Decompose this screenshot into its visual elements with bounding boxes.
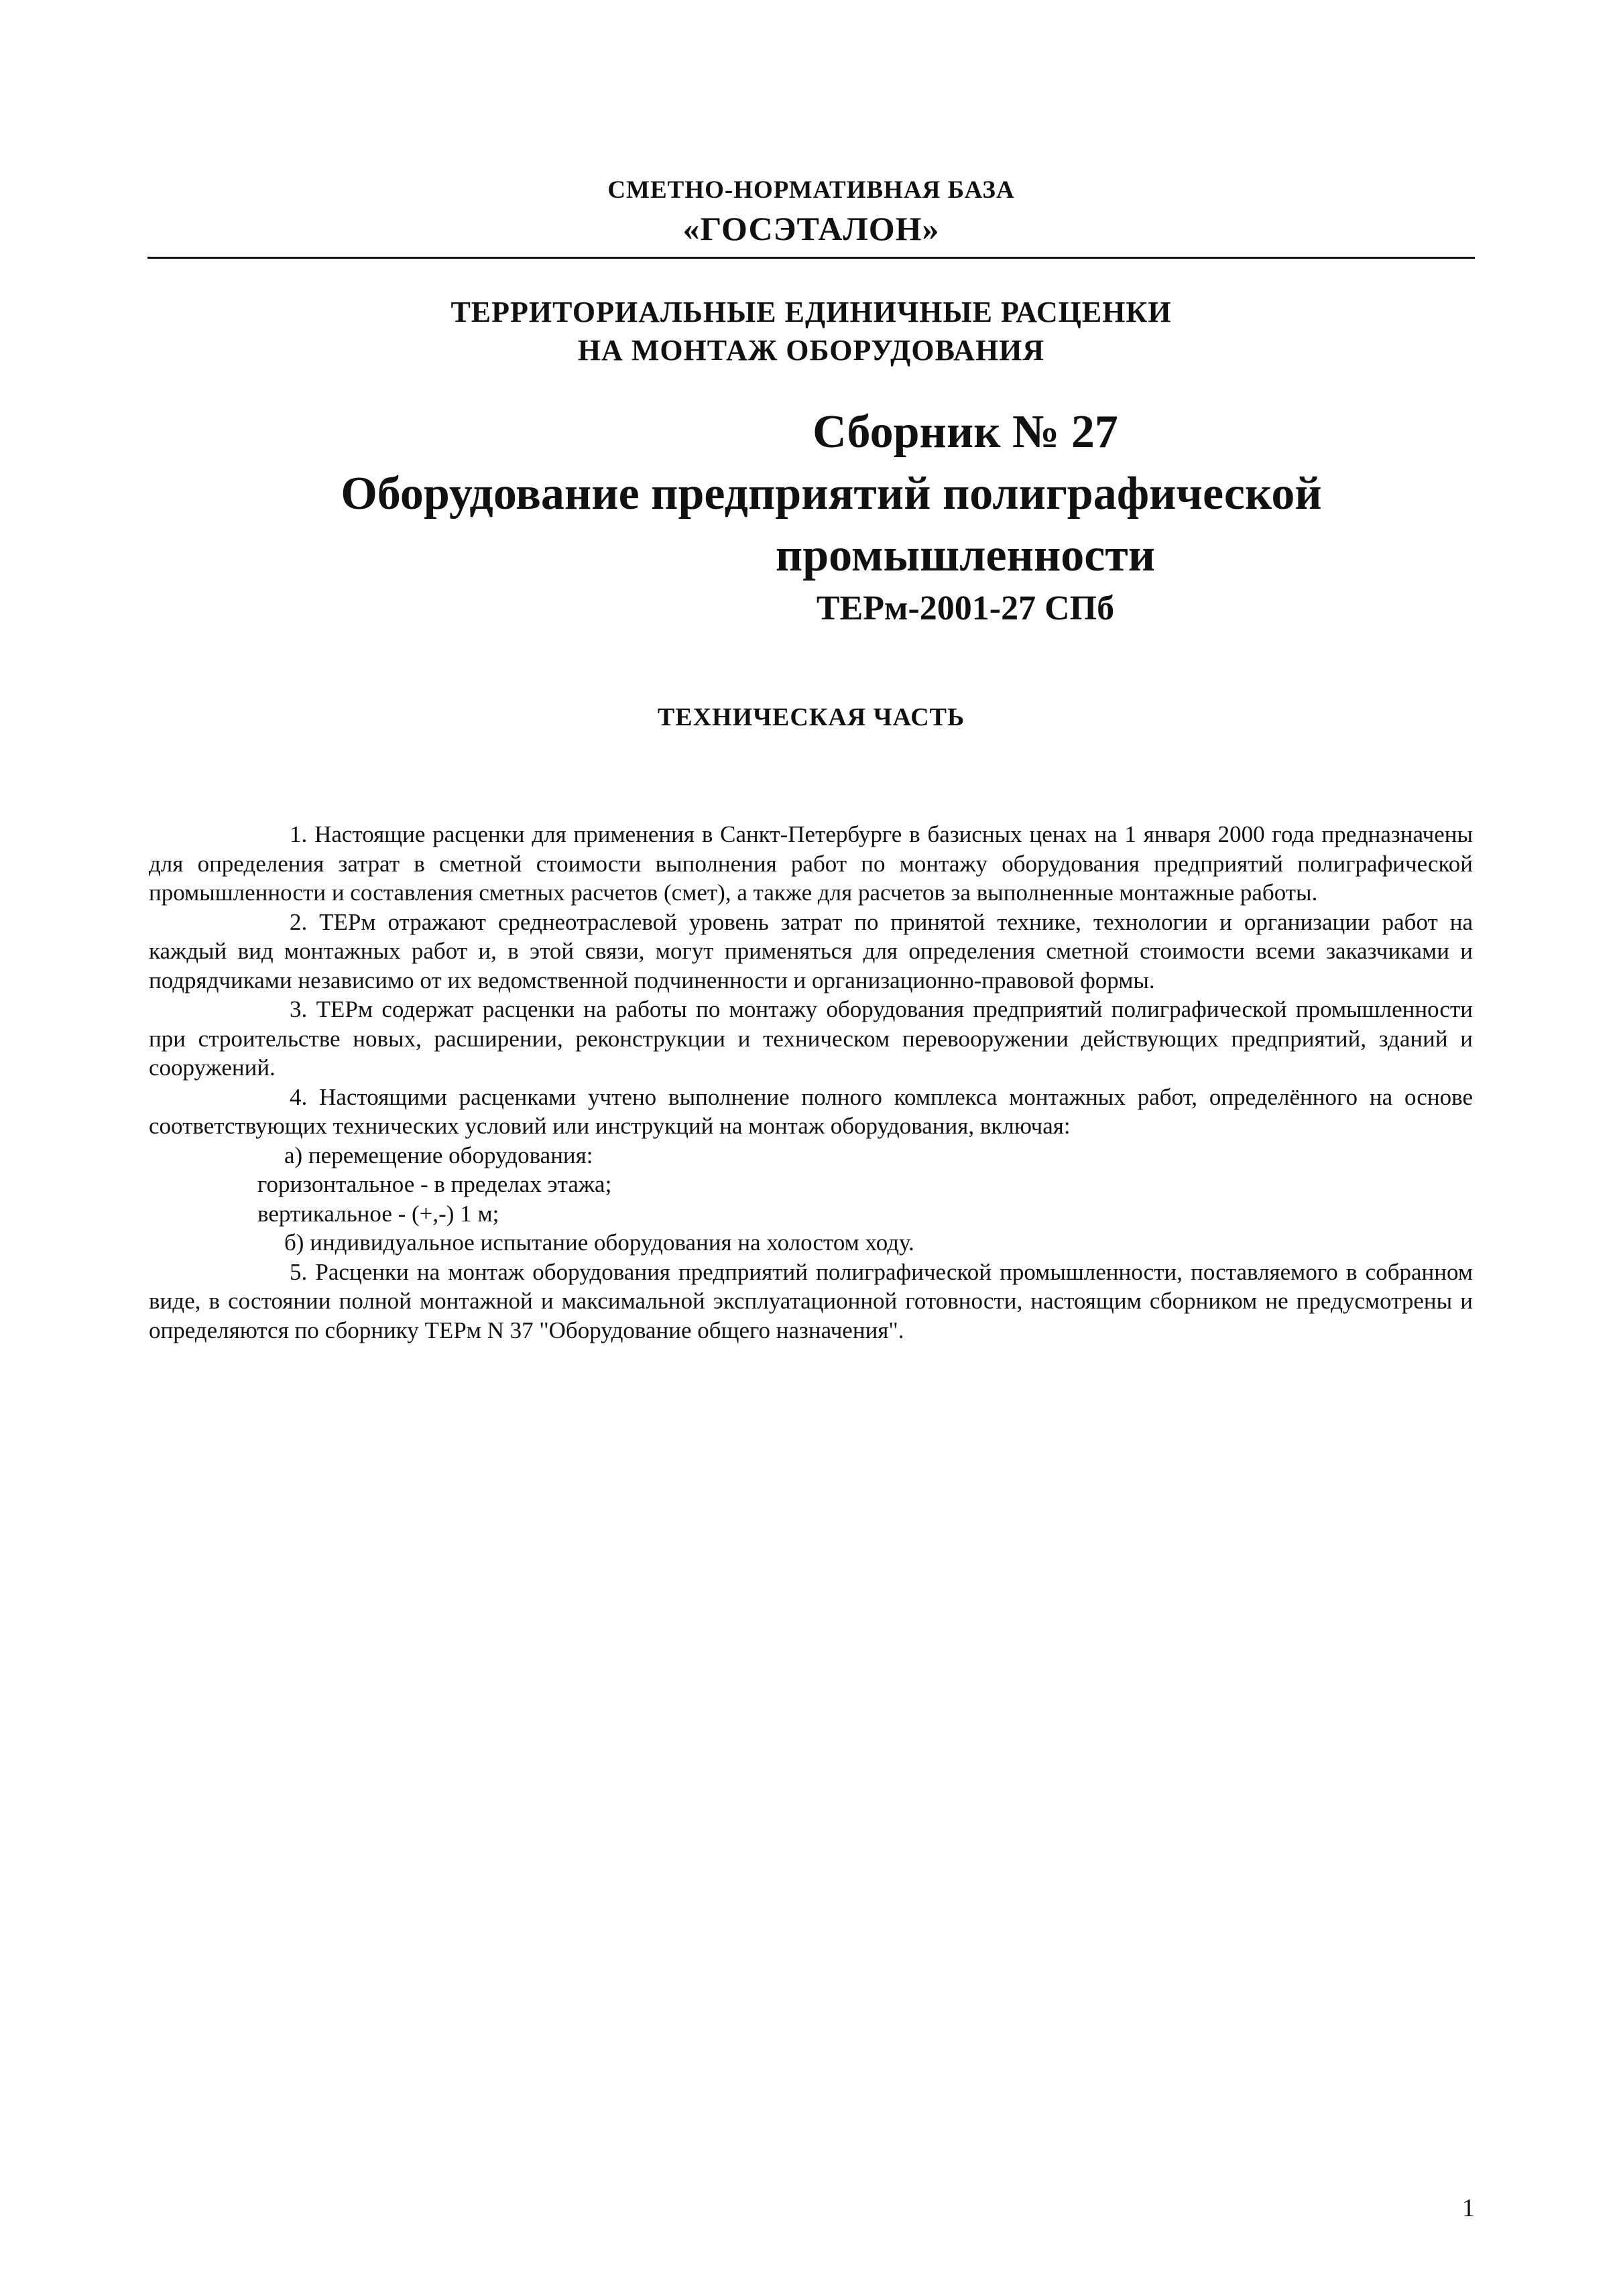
section-title: ТЕХНИЧЕСКАЯ ЧАСТЬ <box>657 703 965 731</box>
rates-title: ТЕРРИТОРИАЛЬНЫЕ ЕДИНИЧНЫЕ РАСЦЕНКИ <box>450 296 1172 328</box>
paragraph-1: 1. Настоящие расценки для применения в Санкт-Петербурге в базисных ценах на 1 января 2000 года предназначены для определения затрат в сметной стоимости выполнения работ по монтажу оборудования предприятий полиграфической промышленности и составления сметных расчетов (смет), а также для расчетов за выполненные монтажные работы. <box>149 821 1473 906</box>
paragraph-4a-horizontal: горизонтальное - в пределах этажа; <box>257 1171 612 1197</box>
paragraph-3: 3. ТЕРм содержат расценки на работы по монтажу оборудования предприятий полиграфической промышленности при строительстве новых, расширении, реконструкции и техническом перевооружении действующих предприятий, зданий и сооружений. <box>149 996 1473 1081</box>
rates-subtitle: НА МОНТАЖ ОБОРУДОВАНИЯ <box>577 334 1045 367</box>
paragraph-4a: а) перемещение оборудования: <box>284 1142 593 1168</box>
paragraph-4b: б) индивидуальное испытание оборудования на холостом ходу. <box>284 1229 914 1256</box>
base-title: СМЕТНО-НОРМАТИВНАЯ БАЗА <box>607 176 1015 204</box>
header-divider <box>147 257 1475 259</box>
paragraph-4: 4. Настоящими расценками учтено выполнение полного комплекса монтажных работ, определённого на основе соответствующих технических условий или инструкций на монтаж оборудования, включая: <box>149 1083 1473 1139</box>
paragraph-5: 5. Расценки на монтаж оборудования предприятий полиграфической промышленности, поставляемого в собранном виде, в состоянии полной монтажной и максимальной эксплуатационной готовности, настоящим сборником не предусмотрены и определяются по сборнику ТЕРм N 37 "Оборудование общего назначения". <box>149 1258 1473 1343</box>
collection-name-line1: Оборудование предприятий полиграфической <box>341 468 1322 520</box>
base-name: «ГОСЭТАЛОН» <box>682 210 940 247</box>
paragraph-4a-vertical: вертикальное - (+,-) 1 м; <box>257 1200 499 1227</box>
collection-name-line2: промышленности <box>775 530 1156 581</box>
paragraph-2: 2. ТЕРм отражают среднеотраслевой уровень затрат по принятой технике, технологии и организации работ на каждый вид монтажных работ и, в этой связи, могут применяться для определения сметной стоимости всеми заказчиками и подрядчиками независимо от их ведомственной подчиненности и организационно-правовой формы. <box>149 908 1473 993</box>
collection-code: ТЕРм-2001-27 СПб <box>816 589 1115 627</box>
technical-part-body <box>149 820 1473 1345</box>
page-number: 1 <box>1462 2194 1475 2222</box>
collection-number: Сборник № 27 <box>813 406 1118 458</box>
